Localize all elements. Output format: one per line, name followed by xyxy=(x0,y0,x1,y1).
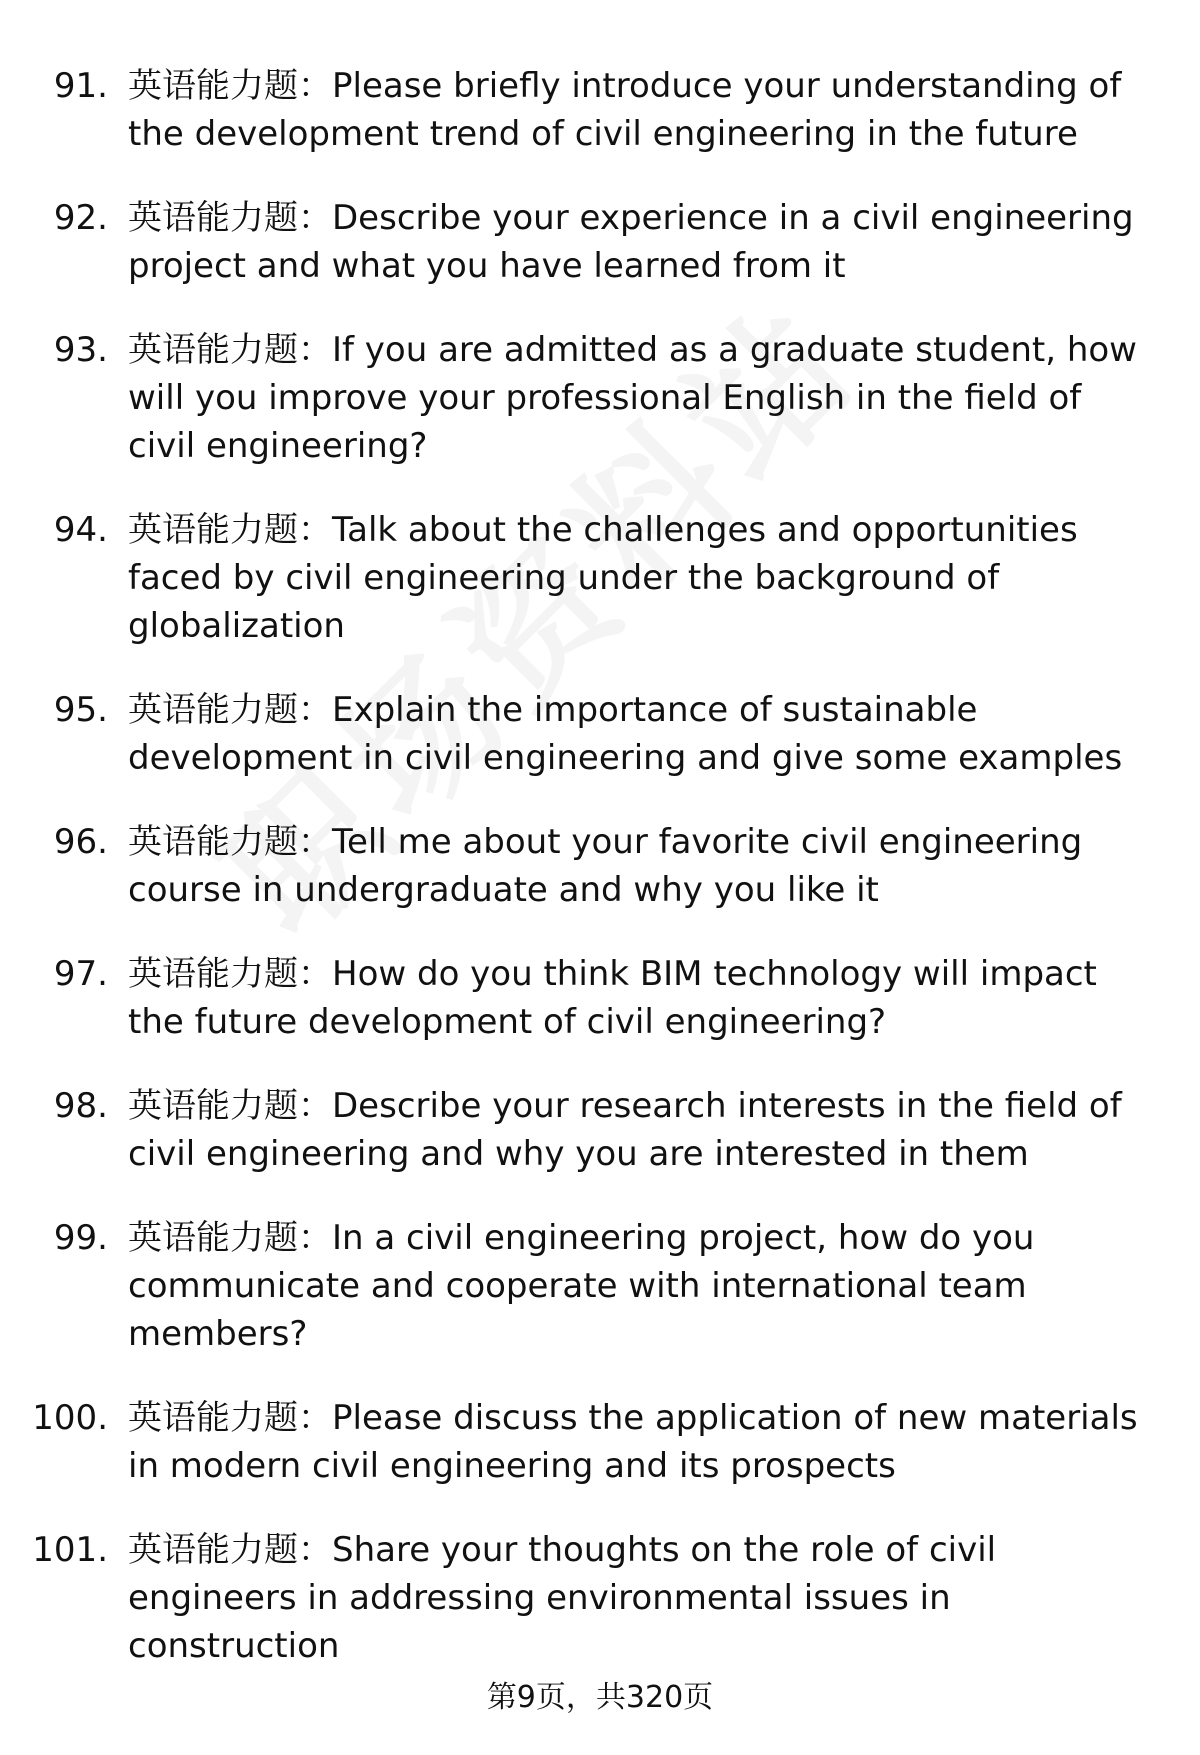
question-number: 91. xyxy=(53,66,108,106)
question-text: Share your thoughts on the role of civil engineers in addressing environmental issues in construction xyxy=(128,1530,997,1666)
question-number: 100. xyxy=(32,1398,108,1438)
question-number: 99. xyxy=(53,1218,108,1258)
question-tag: 英语能力题： xyxy=(128,954,332,994)
question-text: If you are admitted as a graduate student, how will you improve your professional English in the field of civil engineering? xyxy=(128,330,1137,466)
question-text: Tell me about your favorite civil engineering course in undergraduate and why you like it xyxy=(128,822,1083,910)
question-body xyxy=(128,62,1158,158)
question-text: Describe your experience in a civil engineering project and what you have learned from it xyxy=(128,198,1134,286)
question-body xyxy=(128,326,1158,470)
question-number: 94. xyxy=(53,510,108,550)
page-footer: 第9页，共320页 xyxy=(486,1680,714,1715)
question-number: 101. xyxy=(32,1530,108,1570)
question-text: Please briefly introduce your understanding of the development trend of civil engineering in the future xyxy=(128,66,1122,154)
question-tag: 英语能力题： xyxy=(128,1530,332,1570)
question-body xyxy=(128,1082,1158,1178)
question-tag: 英语能力题： xyxy=(128,330,332,370)
question-body xyxy=(128,1526,1158,1670)
question-tag: 英语能力题： xyxy=(128,690,332,730)
question-tag: 英语能力题： xyxy=(128,510,332,550)
question-text: Explain the importance of sustainable development in civil engineering and give some examples xyxy=(128,690,1123,778)
question-text: Please discuss the application of new materials in modern civil engineering and its prospects xyxy=(128,1398,1138,1486)
question-number: 96. xyxy=(53,822,108,862)
question-body xyxy=(128,506,1158,650)
question-number: 98. xyxy=(53,1086,108,1126)
question-text: Describe your research interests in the field of civil engineering and why you are interested in them xyxy=(128,1086,1122,1174)
question-text: How do you think BIM technology will impact the future development of civil engineering? xyxy=(128,954,1097,1042)
question-body xyxy=(128,686,1158,782)
question-body xyxy=(128,950,1158,1046)
question-tag: 英语能力题： xyxy=(128,1398,332,1438)
question-number: 95. xyxy=(53,690,108,730)
question-tag: 英语能力题： xyxy=(128,198,332,238)
question-text: In a civil engineering project, how do you communicate and cooperate with international team members? xyxy=(128,1218,1035,1354)
question-number: 97. xyxy=(53,954,108,994)
question-tag: 英语能力题： xyxy=(128,1218,332,1258)
question-body xyxy=(128,818,1158,914)
question-number: 92. xyxy=(53,198,108,238)
question-tag: 英语能力题： xyxy=(128,822,332,862)
question-tag: 英语能力题： xyxy=(128,1086,332,1126)
question-body xyxy=(128,1214,1158,1358)
question-number: 93. xyxy=(53,330,108,370)
question-body xyxy=(128,1394,1158,1490)
question-body xyxy=(128,194,1158,290)
question-text: Talk about the challenges and opportunities faced by civil engineering under the background of globalization xyxy=(128,510,1078,646)
question-tag: 英语能力题： xyxy=(128,66,332,106)
